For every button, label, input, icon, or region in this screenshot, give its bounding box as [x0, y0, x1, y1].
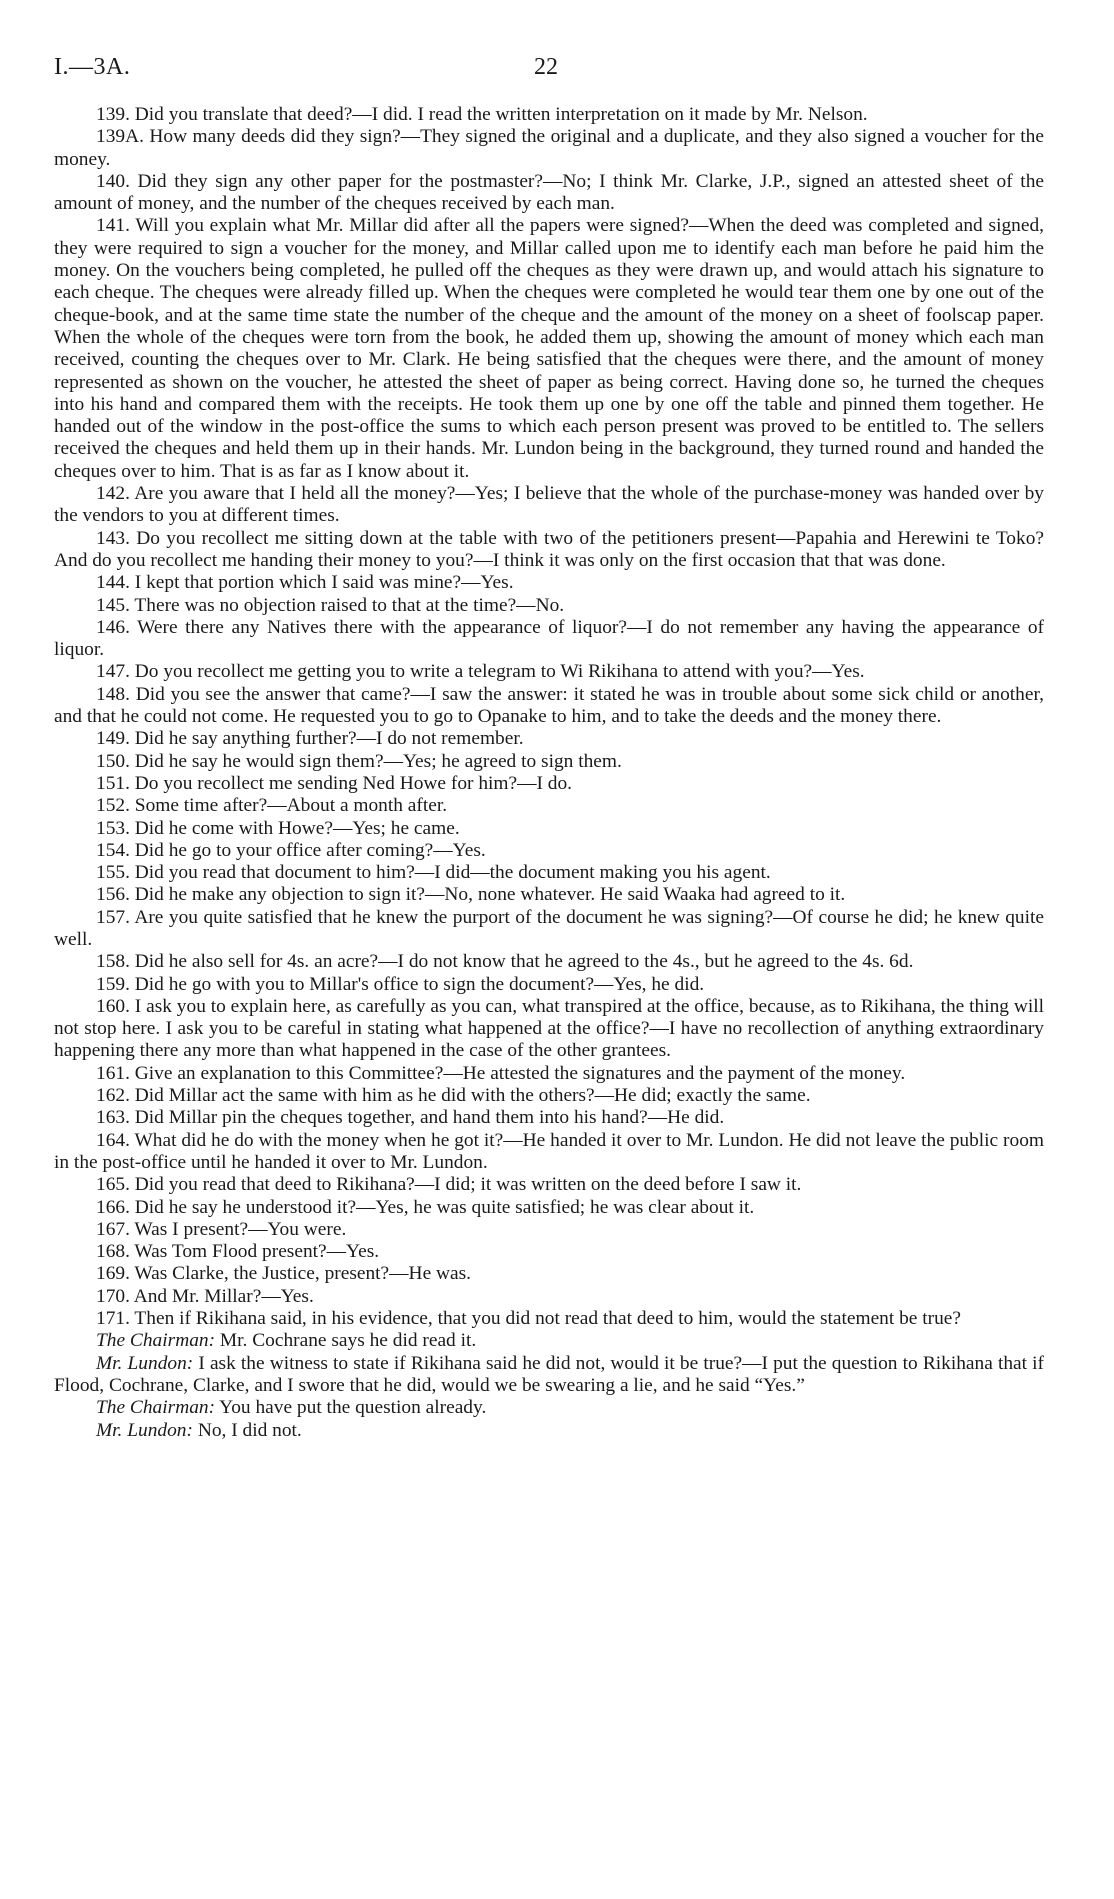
- question-paragraph: [54, 215, 1044, 483]
- question-paragraph: [54, 1263, 1044, 1285]
- paragraph-text: 140. Did they sign any other paper for the postmaster?—No; I think Mr. Clarke, J.P., signed an attested sheet of the amount of money, and the number of the cheques received by each man.: [54, 170, 1044, 215]
- paragraph-text: 142. Are you aware that I held all the money?—Yes; I believe that the whole of the purchase-money was handed over by the vendors to you at different times.: [54, 483, 1044, 527]
- paragraph-text: 144. I kept that portion which I said was mine?—Yes.: [96, 572, 514, 594]
- paragraph-text: 151. Do you recollect me sending Ned Howe for him?—I do.: [96, 772, 573, 794]
- question-paragraph: [54, 1197, 1044, 1219]
- paragraph-text: 148. Did you see the answer that came?—I saw the answer: it stated he was in trouble about some sick child or another, and that he could not come. He requested you to go to Opanake to him, and to take the deeds and the money there.: [54, 683, 1044, 728]
- paragraph-text: 168. Was Tom Flood present?—Yes.: [96, 1241, 380, 1263]
- paragraph-text: 155. Did you read that document to him?—I did—the document making you his agent.: [96, 862, 771, 884]
- paragraph-text: 162. Did Millar act the same with him as he did with the others?—He did; exactly the same.: [96, 1085, 811, 1107]
- question-paragraph: [54, 773, 1044, 795]
- question-paragraph: [54, 126, 1044, 171]
- speaker-paragraph: [54, 1330, 1044, 1352]
- question-paragraph: [54, 104, 1044, 126]
- question-paragraph: [54, 1308, 1044, 1330]
- question-paragraph: [54, 818, 1044, 840]
- paragraph-text: 169. Was Clarke, the Justice, present?—He was.: [96, 1263, 472, 1285]
- paragraph-text: 150. Did he say he would sign them?—Yes; he agreed to sign them.: [96, 750, 622, 772]
- question-paragraph: [54, 171, 1044, 216]
- speaker-paragraph: [54, 1420, 1044, 1442]
- paragraph-text: 167. Was I present?—You were.: [96, 1218, 347, 1240]
- paragraph-text: 139. Did you translate that deed?—I did. I read the written interpretation on it made by Mr. Nelson.: [96, 104, 868, 125]
- paragraph-text: 170. And Mr. Millar?—Yes.: [96, 1285, 314, 1307]
- question-paragraph: [54, 617, 1044, 662]
- document-reference: I.—3A.: [54, 54, 131, 80]
- paragraph-text: 146. Were there any Natives there with the appearance of liquor?—I do not remember any having the appearance of liquor.: [54, 616, 1044, 661]
- paragraph-text: 164. What did he do with the money when he got it?—He handed it over to Mr. Lundon. He did not leave the public room in the post-office until he handed it over to Mr. Lundon.: [54, 1129, 1044, 1173]
- paragraph-text: 145. There was no objection raised to that at the time?—No.: [96, 594, 565, 616]
- question-paragraph: [54, 751, 1044, 773]
- paragraph-text: 157. Are you quite satisfied that he knew the purport of the document he was signing?—Of course he did; he knew quite well.: [54, 906, 1044, 950]
- speaker-paragraph: [54, 1397, 1044, 1419]
- paragraph-text: 160. I ask you to explain here, as carefully as you can, what transpired at the office, because, as to Rikihana, the thing will not stop here. I ask you to be careful in stating what happened at the office?—I have no recollection of anything extraordinary happening there any more than what happened in the case of the other grantees.: [54, 995, 1044, 1062]
- paragraph-text: 149. Did he say anything further?—I do not remember.: [96, 728, 524, 750]
- question-paragraph: [54, 528, 1044, 573]
- paragraph-text: No, I did not.: [192, 1419, 302, 1441]
- speaker-name: The Chairman:: [96, 1397, 216, 1419]
- paragraph-text: 163. Did Millar pin the cheques together, and hand them into his hand?—He did.: [96, 1107, 725, 1129]
- paragraph-text: 153. Did he come with Howe?—Yes; he came.: [96, 817, 460, 839]
- paragraph-text: 166. Did he say he understood it?—Yes, he was quite satisfied; he was clear about it.: [96, 1196, 755, 1218]
- question-paragraph: [54, 1107, 1044, 1129]
- question-paragraph: [54, 1241, 1044, 1263]
- question-paragraph: [54, 728, 1044, 750]
- paragraph-text: 143. Do you recollect me sitting down at the table with two of the petitioners present—Papahia and Herewini te Toko? And do you recollect me handing their money to you?—I think it was only on the first occasion that that was done.: [54, 527, 1044, 571]
- question-paragraph: [54, 974, 1044, 996]
- paragraph-text: Mr. Cochrane says he did read it.: [215, 1330, 477, 1352]
- question-paragraph: [54, 595, 1044, 617]
- speaker-name: Mr. Lundon:: [96, 1419, 193, 1441]
- paragraph-text: 141. Will you explain what Mr. Millar did after all the papers were signed?—When the deed was completed and signed, they were required to sign a voucher for the money, and Millar called upon me to identify each man before he paid him the money. On the vouchers being completed, he pulled off the cheques as they were drawn up, and would attach his signature to each cheque. The cheques were already filled up. When the cheques were completed he would tear them one by one out of the cheque-book, and at the same time state the number of the cheque and the amount of the money on a sheet of foolscap paper. When the whole of the cheques were torn from the book, he added them up, showing the amount of money which each man received, counting the cheques over to Mr. Clark. He being satisfied that the cheques were there, and the amount of money represented as shown on the voucher, he attested the sheet of paper as being correct. Having done so, he turned the cheques into his hand and compared them with the receipts. He took them up one by one off the table and pinned them together. He handed out of the window in the post-office the sums to which each person present was proved to be entitled to. The sellers received the cheques and held them up in their hands. Mr. Lundon being in the background, they turned round and handed the cheques over to him. That is as far as I know about it.: [54, 215, 1044, 482]
- page-header: [54, 54, 1044, 104]
- question-paragraph: [54, 1130, 1044, 1175]
- speaker-paragraph: [54, 1353, 1044, 1398]
- question-paragraph: [54, 1085, 1044, 1107]
- question-paragraph: [54, 1286, 1044, 1308]
- question-paragraph: [54, 1063, 1044, 1085]
- question-paragraph: [54, 1219, 1044, 1241]
- question-paragraph: [54, 840, 1044, 862]
- question-paragraph: [54, 907, 1044, 952]
- question-paragraph: [54, 572, 1044, 594]
- paragraph-text: 147. Do you recollect me getting you to write a telegram to Wi Rikihana to attend with you?—Yes.: [96, 661, 865, 683]
- paragraph-text: 154. Did he go to your office after coming?—Yes.: [96, 839, 486, 861]
- question-paragraph: [54, 795, 1044, 817]
- paragraph-text: 139A. How many deeds did they sign?—They signed the original and a duplicate, and they also signed a voucher for the money.: [54, 126, 1044, 170]
- question-paragraph: [54, 951, 1044, 973]
- paragraph-text: 165. Did you read that deed to Rikihana?—I did; it was written on the deed before I saw it.: [96, 1174, 802, 1196]
- paragraph-text: 156. Did he make any objection to sign it?—No, none whatever. He said Waaka had agreed to it.: [96, 884, 846, 906]
- question-paragraph: [54, 661, 1044, 683]
- paragraph-text: 171. Then if Rikihana said, in his evidence, that you did not read that deed to him, would the statement be true?: [96, 1308, 962, 1330]
- paragraph-text: 161. Give an explanation to this Committee?—He attested the signatures and the payment of the money.: [96, 1062, 906, 1084]
- paragraph-text: 158. Did he also sell for 4s. an acre?—I do not know that he agreed to the 4s., but he agreed to the 4s. 6d.: [96, 951, 914, 973]
- document-body: [54, 104, 1044, 1442]
- speaker-name: The Chairman:: [96, 1330, 216, 1352]
- question-paragraph: [54, 684, 1044, 729]
- question-paragraph: [54, 884, 1044, 906]
- paragraph-text: I ask the witness to state if Rikihana said he did not, would it be true?—I put the question to Rikihana that if Flood, Cochrane, Clarke, and I swore that he did, would we be swearing a lie, and he said “Yes.”: [54, 1352, 1044, 1396]
- question-paragraph: [54, 862, 1044, 884]
- question-paragraph: [54, 996, 1044, 1063]
- page-number: 22: [534, 54, 558, 80]
- paragraph-text: You have put the question already.: [215, 1397, 487, 1419]
- question-paragraph: [54, 483, 1044, 528]
- paragraph-text: 159. Did he go with you to Millar's office to sign the document?—Yes, he did.: [96, 973, 705, 995]
- question-paragraph: [54, 1174, 1044, 1196]
- speaker-name: Mr. Lundon:: [96, 1352, 194, 1374]
- paragraph-text: 152. Some time after?—About a month after.: [96, 795, 448, 817]
